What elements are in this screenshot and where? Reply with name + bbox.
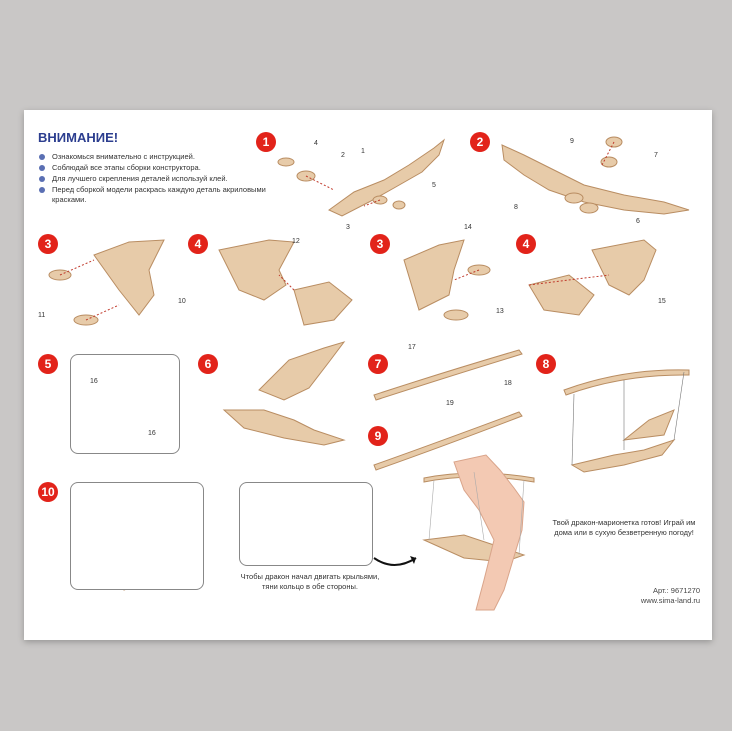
part-number: 19 — [446, 400, 454, 407]
part-number: 16 — [90, 378, 98, 385]
small-part — [278, 158, 294, 166]
step10-detail-box — [70, 482, 204, 590]
part-number: 9 — [570, 138, 574, 145]
wing-part — [259, 342, 344, 400]
part-number: 1 — [361, 148, 365, 155]
part-number: 10 — [178, 298, 186, 305]
part-number: 15 — [658, 298, 666, 305]
step-badge: 3 — [370, 234, 390, 254]
part-number: 8 — [514, 204, 518, 211]
step-badge: 9 — [368, 426, 388, 446]
step-badge: 3 — [38, 234, 58, 254]
part-number: 4 — [314, 140, 318, 147]
small-part — [601, 157, 617, 167]
bow-part — [374, 412, 522, 470]
hint-text: Чтобы дракон начал двигать крыльями, тяни кольцо в обе стороны. — [240, 572, 380, 591]
part-number: 17 — [408, 344, 416, 351]
article-number: Арт.: 9671270 — [652, 586, 700, 595]
wing-part — [219, 240, 294, 300]
step-badge: 5 — [38, 354, 58, 374]
small-part — [580, 203, 598, 213]
part-number: 11 — [38, 312, 46, 319]
bow-part — [374, 350, 522, 400]
dragon-assembled-part — [502, 145, 689, 214]
part-number: 2 — [341, 152, 345, 159]
step-badge: 2 — [470, 132, 490, 152]
step-badge: 8 — [536, 354, 556, 374]
rule-item: Перед сборкой модели раскрась каждую деталь акриловыми красками. — [38, 185, 298, 205]
website-link: www.sima-land.ru — [640, 596, 700, 605]
step-badge: 4 — [188, 234, 208, 254]
part-number: 16 — [148, 430, 156, 437]
part-number: 18 — [504, 380, 512, 387]
small-part — [444, 310, 468, 320]
rule-item: Соблюдай все этапы сборки конструктора. — [38, 163, 298, 173]
part-number: 14 — [464, 224, 472, 231]
wing-part — [624, 410, 674, 440]
dragon-winged-part — [572, 440, 674, 472]
ready-text: Твой дракон-марионетка готов! Играй им дома или в сухую безветренную погоду! — [552, 518, 696, 537]
part-number: 7 — [654, 152, 658, 159]
part-number: 6 — [636, 218, 640, 225]
step-badge: 10 — [38, 482, 58, 502]
part-number: 12 — [292, 238, 300, 245]
wing-part — [592, 240, 656, 295]
small-part — [565, 193, 583, 203]
wing-part — [94, 240, 164, 315]
instruction-sheet — [24, 110, 712, 640]
wing-part — [294, 282, 352, 325]
part-number: 3 — [346, 224, 350, 231]
rule-item: Для лучшего скрепления деталей используй клей. — [38, 174, 298, 184]
part-number: 13 — [496, 308, 504, 315]
warning-title: ВНИМАНИЕ! — [38, 130, 119, 145]
dragon-winged-part — [224, 410, 344, 445]
step-badge: 4 — [516, 234, 536, 254]
small-part — [393, 201, 405, 209]
dragon-body-part — [329, 140, 444, 216]
hint-detail-box — [239, 482, 373, 566]
step-badge: 6 — [198, 354, 218, 374]
step5-detail-box — [70, 354, 180, 454]
bow-part — [564, 370, 689, 395]
step-badge: 1 — [256, 132, 276, 152]
part-number: 5 — [432, 182, 436, 189]
step-badge: 7 — [368, 354, 388, 374]
wing-part — [404, 240, 464, 310]
rule-item: Ознакомься внимательно с инструкцией. — [38, 152, 298, 162]
